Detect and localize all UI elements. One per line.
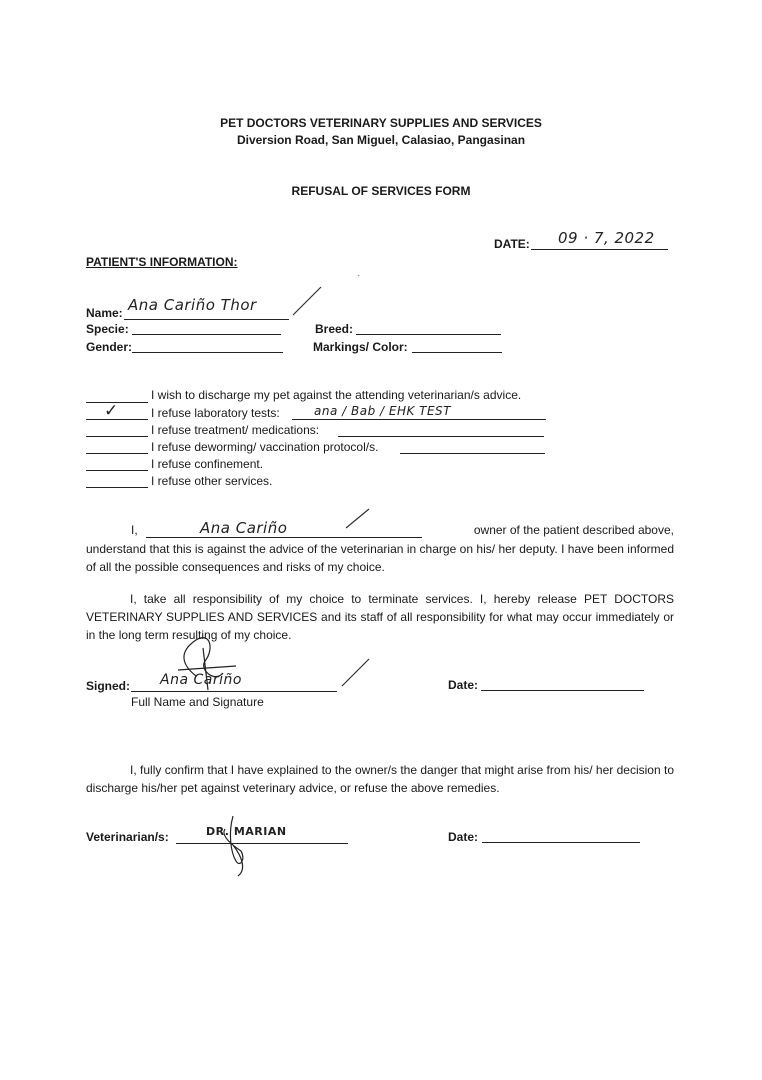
- markings-label: Markings/ Color:: [313, 340, 408, 354]
- refusal-item-confinement: I refuse confinement.: [151, 457, 264, 471]
- veterinarian-name[interactable]: DR. MARIAN: [206, 825, 287, 838]
- responsibility-text: I, take all responsibility of my choice to terminate services. I, hereby release PET DOCTORS VETERINARY SUPPLIES AND SERVICES and its staff of all responsibility for what may occur immediately or in the long term resulting of my choice.: [86, 592, 674, 642]
- owner-signature-scribble: [178, 638, 236, 690]
- company-name: PET DOCTORS VETERINARY SUPPLIES AND SERVICES: [220, 116, 542, 130]
- statement-prefix: I,: [131, 523, 138, 537]
- signature-caption: Full Name and Signature: [131, 695, 264, 709]
- slash-mark: [342, 659, 369, 686]
- slash-mark: [346, 509, 369, 528]
- owner-name[interactable]: Ana Cariño: [200, 519, 288, 537]
- name-label: Name:: [86, 306, 123, 320]
- date-label: DATE:: [494, 237, 530, 251]
- name-value[interactable]: Ana Cariño Thor: [128, 296, 257, 314]
- signed-name[interactable]: Ana Cariño: [160, 672, 242, 688]
- refusal-item-other: I refuse other services.: [151, 474, 273, 488]
- refusal-item-deworming: I refuse deworming/ vaccination protocol/s.: [151, 440, 379, 454]
- date-value[interactable]: 09 · 7, 2022: [558, 229, 655, 247]
- company-address: Diversion Road, San Miguel, Calasiao, Pangasinan: [236, 133, 526, 147]
- statement-line1-suffix: owner of the patient described above,: [473, 523, 674, 537]
- veterinarian-label: Veterinarian/s:: [86, 830, 169, 844]
- signed-label: Signed:: [86, 679, 130, 693]
- refusal-item-discharge: I wish to discharge my pet against the attending veterinarian/s advice.: [151, 388, 522, 402]
- form-title: REFUSAL OF SERVICES FORM: [291, 184, 471, 198]
- breed-label: Breed:: [315, 322, 354, 336]
- slash-mark: [293, 287, 321, 315]
- lab-tests-detail[interactable]: ana / Bab / EHK TEST: [314, 404, 452, 418]
- lab-tests-check-mark[interactable]: ✓: [104, 401, 119, 421]
- paper-speck: [358, 275, 359, 276]
- veterinarian-signature-scribble: [224, 816, 243, 876]
- veterinarian-date-label: Date:: [448, 830, 479, 844]
- specie-label: Specie:: [86, 322, 129, 336]
- refusal-item-lab-tests: I refuse laboratory tests:: [151, 406, 280, 420]
- gender-label: Gender:: [86, 340, 133, 354]
- patient-section-title: PATIENT'S INFORMATION:: [86, 255, 238, 269]
- statement-text: understand that this is against the advice of the veterinarian in charge on his/ her deputy. I have been informed of all the possible consequences and risks of my choice.: [86, 542, 674, 574]
- confirmation-text: I, fully confirm that I have explained to the owner/s the danger that might arise from his/ her decision to discharge his/her pet against veterinary advice, or refuse the above remedies.: [86, 763, 674, 795]
- refusal-item-treatment: I refuse treatment/ medications:: [151, 423, 320, 437]
- signed-date-label: Date:: [448, 678, 479, 692]
